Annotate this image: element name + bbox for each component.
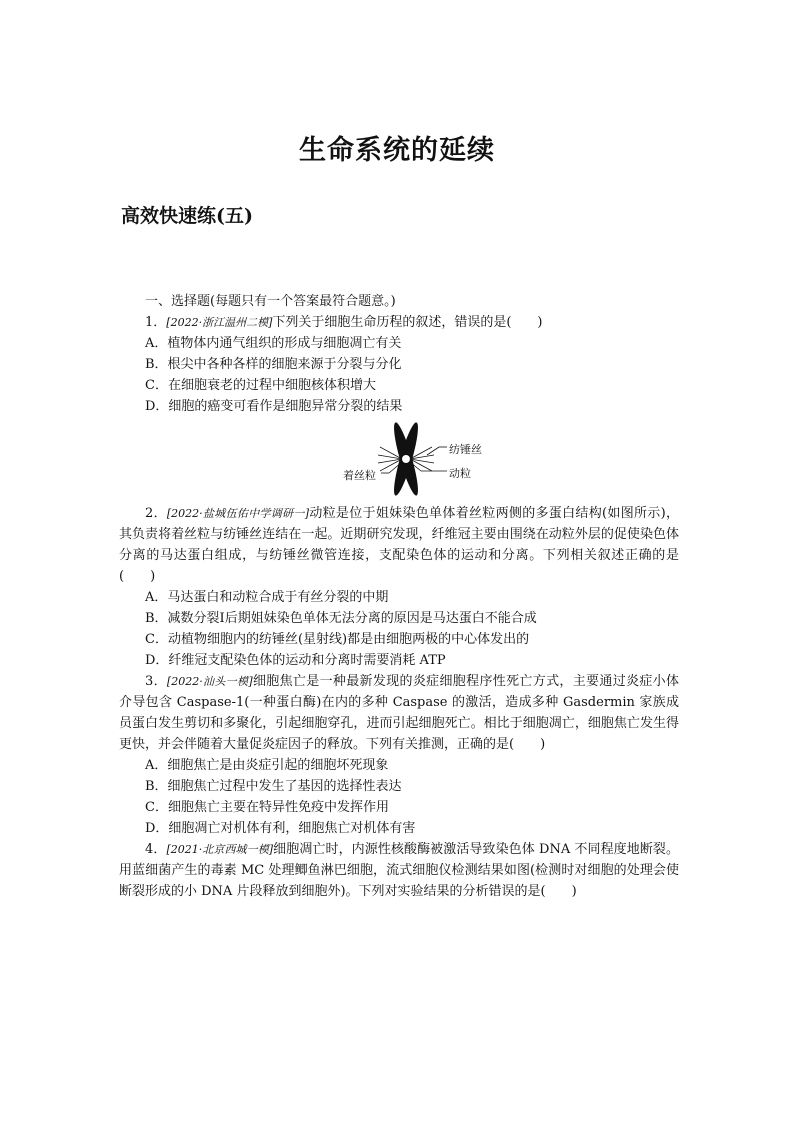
- option-d: D．细胞的癌变可看作是细胞异常分裂的结果: [145, 399, 403, 414]
- question-source: [2022·浙江温州二模]: [166, 316, 273, 329]
- question-1-stem: [119, 312, 679, 333]
- option-b: B．根尖中各种各样的细胞来源于分裂与分化: [145, 357, 402, 372]
- option-b: B．减数分裂Ⅰ后期姐妹染色单体无法分离的原因是马达蛋白不能合成: [145, 611, 537, 626]
- question-text: 细胞凋亡时，内源性核酸酶被激活导致染色体 DNA 不同程度地断裂。用蓝细菌产生的毒素 MC 处理鲫鱼淋巴细胞，流式细胞仪检测结果如图(检测时对细胞的处理会使断裂形成的小 DNA 片段释放到细胞外)。下列对实验结果的分析错误的是( ): [119, 842, 679, 899]
- question-number: 3．: [145, 674, 167, 689]
- question-content: [119, 291, 679, 902]
- question-3-stem: [119, 671, 679, 755]
- question-text: 动粒是位于姐妹染色单体着丝粒两侧的多蛋白结构(如图所示)，其负责将着丝粒与纺锤丝连结在一起。近期研究发现，纤维冠主要由围绕在动粒外层的促使染色体分离的马达蛋白组成，与纺锤丝微管连接，支配染色体的运动和分离。下列相关叙述正确的是( ): [119, 506, 679, 584]
- question-number: 2．: [145, 506, 167, 521]
- chromosome-shape: [390, 421, 422, 497]
- question-2-stem: [119, 503, 679, 587]
- page-title: 生命系统的延续: [299, 135, 495, 166]
- option-d: D．细胞凋亡对机体有利，细胞焦亡对机体有害: [145, 821, 416, 836]
- option-d: D．纤维冠支配染色体的运动和分离时需要消耗 ATP: [145, 653, 446, 668]
- exercise-subtitle: 高效快速练(五): [121, 205, 253, 227]
- centromere-label: 着丝粒: [343, 469, 376, 482]
- option-a: A．细胞焦亡是由炎症引起的细胞坏死现象: [145, 758, 389, 773]
- question-text: 下列关于细胞生命历程的叙述，错误的是( ): [272, 315, 543, 330]
- spindle-label: 纺锤丝: [449, 443, 482, 456]
- section-heading: 一、选择题(每题只有一个答案最符合题意。): [145, 294, 396, 309]
- question-number: 1．: [145, 315, 167, 330]
- option-b: B．细胞焦亡过程中发生了基因的选择性表达: [145, 779, 402, 794]
- option-a: A．马达蛋白和动粒合成于有丝分裂的中期: [145, 590, 389, 605]
- question-text: 细胞焦亡是一种最新发现的炎症细胞程序性死亡方式，主要通过炎症小体介导包含 Caspase-1(一种蛋白酶)在内的多种 Caspase 的激活，造成多种 Gasdermin 家族成员蛋白发生剪切和多聚化，引起细胞穿孔，进而引起细胞死亡。相比于细胞凋亡，细胞焦亡发生得更快，并会伴随着大量促炎症因子的释放。下列有关推测，正确的是( ): [119, 674, 679, 752]
- option-c: C．动植物细胞内的纺锤丝(星射线)都是由细胞两极的中心体发出的: [145, 632, 530, 647]
- option-a: A．植物体内通气组织的形成与细胞凋亡有关: [145, 336, 402, 351]
- chromosome-figure: [119, 417, 679, 503]
- option-c: C．在细胞衰老的过程中细胞核体积增大: [145, 378, 376, 393]
- question-4-stem: [119, 839, 679, 902]
- question-source: [2021·北京西城一模]: [166, 843, 274, 856]
- question-number: 4．: [145, 842, 167, 857]
- question-source: [2022·盐城伍佑中学调研一]: [166, 507, 310, 520]
- question-source: [2022·汕头一模]: [166, 675, 253, 688]
- chromosome-diagram: [119, 417, 679, 503]
- kinetochore-label: 动粒: [449, 467, 471, 480]
- option-c: C．细胞焦亡主要在特异性免疫中发挥作用: [145, 800, 389, 815]
